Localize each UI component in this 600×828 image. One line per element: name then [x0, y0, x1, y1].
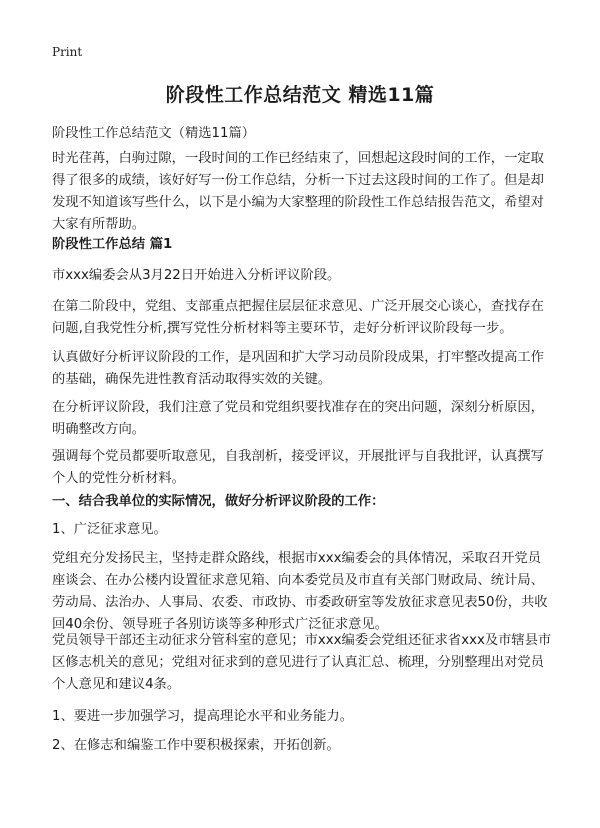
paragraph: 党员领导干部还主动征求分管科室的意见；市xxx编委会党组还征求省xxx及市辖县市区修志机关的意见；党组对征求到的意见进行了认真汇总、梳理，分别整理出对党员个人意见和建议4条。 [52, 633, 552, 692]
paragraph: 在第二阶段中，党组、支部重点把握住层层征求意见、广泛开展交心谈心，查找存在问题,自我党性分析,撰写党性分析材料等主要环节，走好分析评议阶段每一步。 [52, 299, 544, 336]
paragraph: 党组充分发扬民主，坚持走群众路线，根据市xxx编委会的具体情况，采取召开党员座谈会、在办公楼内设置征求意见箱、向本委党员及市直有关部门财政局、统计局、劳动局、法治办、人事局、农委、市政协、市委政研室等发放征求意见表50份，共收回40余份、领导班子各别访谈等多种形式广泛征求意见。 [52, 551, 548, 632]
page-title: 阶段性工作总结范文 精选11篇 [165, 84, 435, 106]
intro-paragraph: 时光荏苒，白驹过隙，一段时间的工作已经结束了，回想起这段时间的工作，一定取得了很多的成绩，该好好写一份工作总结，分析一下过去这段时间的工作了。但是却发现不知道该写些什么，以下是小编为大家整理的阶段性工作总结报告范文，希望对大家有所帮助。 [52, 151, 544, 232]
list-item: 2、在修志和编鉴工作中要积极探索，开拓创新。 [52, 738, 340, 753]
subheading: 一、结合我单位的实际情况，做好分析评议阶段的工作： [52, 494, 385, 509]
list-item: 1、广泛征求意见。 [52, 522, 167, 537]
section-heading: 阶段性工作总结 篇1 [52, 237, 173, 252]
paragraph: 认真做好分析评议阶段的工作，是巩固和扩大学习动员阶段成果，打牢整改提高工作的基础，确保先进性教育活动取得实效的关键。 [52, 350, 544, 387]
paragraph: 市xxx编委会从3月22日开始进入分析评议阶段。 [52, 268, 341, 283]
list-item: 1、要进一步加强学习，提高理论水平和业务能力。 [52, 709, 353, 724]
print-link[interactable]: Print [52, 45, 83, 59]
paragraph: 强调每个党员都要听取意见，自我剖析，接受评议，开展批评与自我批评，认真撰写个人的党性分析材料。 [52, 449, 544, 486]
paragraph: 在分析评议阶段，我们注意了党员和党组织要找准存在的突出问题，深刻分析原因，明确整改方向。 [52, 400, 544, 437]
document-subtitle: 阶段性工作总结范文（精选11篇） [52, 126, 256, 141]
